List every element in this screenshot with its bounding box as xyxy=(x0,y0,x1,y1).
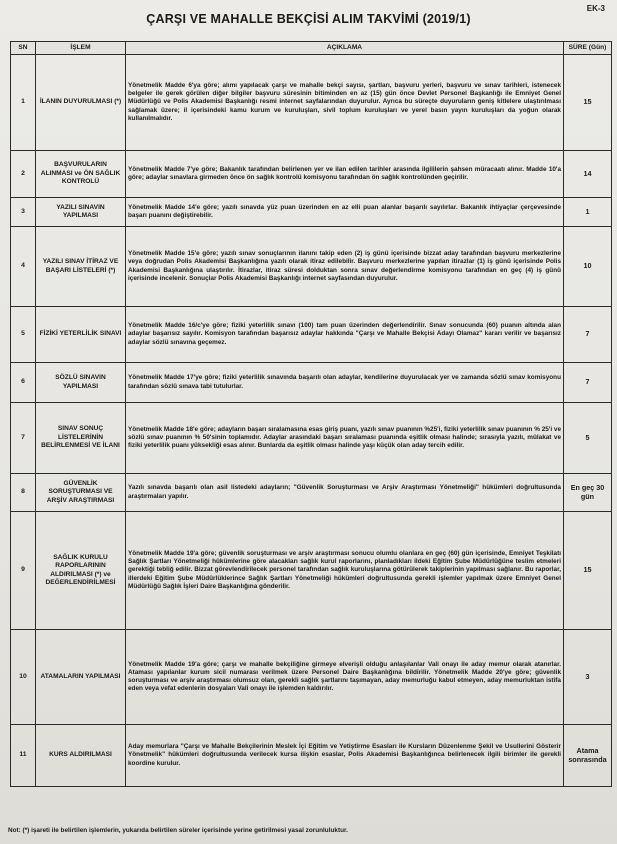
row-number: 9 xyxy=(11,512,36,630)
row-number: 10 xyxy=(11,630,36,725)
table-row xyxy=(11,307,612,363)
row-duration: 14 xyxy=(564,151,612,198)
row-number: 5 xyxy=(11,307,36,363)
row-operation: İLANIN DUYURULMASI (*) xyxy=(36,55,126,151)
row-number: 8 xyxy=(11,474,36,512)
schedule-table xyxy=(10,41,612,787)
page-title: ÇARŞI VE MAHALLE BEKÇİSİ ALIM TAKVİMİ (2019/1) xyxy=(146,12,471,26)
row-duration: 5 xyxy=(564,403,612,474)
table-row xyxy=(11,227,612,307)
row-number: 4 xyxy=(11,227,36,307)
row-operation: KURS ALDIRILMASI xyxy=(36,725,126,787)
column-header-description: AÇIKLAMA xyxy=(126,42,564,55)
row-description: Yönetmelik Madde 14'e göre; yazılı sınavda yüz puan üzerinden en az elli puan alanlar başarılı sayılırlar. Bakanlık ihtiyaçlar çerçevesinde başarı puanını değiştirebilir. xyxy=(126,198,564,227)
row-number: 7 xyxy=(11,403,36,474)
row-duration: Atama sonrasında xyxy=(564,725,612,787)
row-duration: En geç 30 gün xyxy=(564,474,612,512)
row-number: 3 xyxy=(11,198,36,227)
row-number: 6 xyxy=(11,363,36,403)
row-duration: 10 xyxy=(564,227,612,307)
row-description: Yönetmelik Madde 19'a göre; güvenlik soruşturması ve arşiv araştırması sonucu olumlu olanlara en geç (60) gün içerisinde, Emniyet Teşkilatı Sağlık Şartları Yönetmeliği hükümlerine göre alacakları sağlık kurul raporlarını, planladıkları ildeki Eğitim Şube Müdürlüğüne teslim etmeleri gerektiği tebliğ edilir. Bizzat görevlendirilecek personel tarafından sağlık kuruluşlarına götürülerek takiplerinin yapılması sağlanır. Bu raporlar, illerdeki Eğitim Şube Müdürlüklerince Sağlık Şartları Yönetmeliği hükümleri doğrultusunda gerekli işlemler yapılmak üzere Emniyet Genel Müdürlüğü Sağlık İşleri Daire Başkanlığına gönderilir. xyxy=(126,512,564,630)
row-operation: BAŞVURULARIN ALINMASI ve ÖN SAĞLIK KONTROLÜ xyxy=(36,151,126,198)
table-row xyxy=(11,363,612,403)
row-number: 2 xyxy=(11,151,36,198)
table-row xyxy=(11,630,612,725)
row-duration: 3 xyxy=(564,630,612,725)
row-operation: FİZİKİ YETERLİLİK SINAVI xyxy=(36,307,126,363)
row-operation: YAZILI SINAV İTİRAZ VE BAŞARI LİSTELERİ (*) xyxy=(36,227,126,307)
row-description: Aday memurlara "Çarşı ve Mahalle Bekçilerinin Meslek İçi Eğitim ve Yetiştirme Esasları ile Kursların Düzenlenme Şekil ve Usullerini Gösterir Yönetmelik" hükümleri doğrultusunda verilecek kursa ilişkin esaslar, Polis Akademisi Başkanlığınca belirlenecek ilgili birimler ile gerekli koordine kurulur. xyxy=(126,725,564,787)
row-operation: SÖZLÜ SINAVIN YAPILMASI xyxy=(36,363,126,403)
annex-label: EK-3 xyxy=(586,4,605,13)
row-operation: SINAV SONUÇ LİSTELERİNİN BELİRLENMESİ VE İLANI xyxy=(36,403,126,474)
row-description: Yönetmelik Madde 6'ya göre; alımı yapılacak çarşı ve mahalle bekçi sayısı, şartları, başvuru yerleri, başvuru ve sınav tarihleri, istenecek belgeler ile gerek görülen diğer bilgiler başvuru süresinin bitiminden en az (15) gün önce Devlet Personel Başkanlığı ile Emniyet Genel Müdürlüğü ve Polis Akademisi Başkanlığı resmi internet sayfalarından duyurulur. Ayrıca bu süreçte duyuruların geniş kitlelere ulaştırılması sağlamak üzere; il içerisindeki kamu kurum ve kuruluşları, sivil toplum kuruluşları ve yerel basın yayın kuruluşları da yoğun olarak kullanılmalıdır. xyxy=(126,55,564,151)
table-row xyxy=(11,198,612,227)
row-operation: SAĞLIK KURULU RAPORLARININ ALDIRILMASI (*) ve DEĞERLENDİRİLMESİ xyxy=(36,512,126,630)
table-header-row xyxy=(11,42,612,55)
table-row xyxy=(11,151,612,198)
row-duration: 7 xyxy=(564,363,612,403)
row-duration: 15 xyxy=(564,512,612,630)
row-description: Yönetmelik Madde 17'ye göre; fiziki yeterlilik sınavında başarılı olan adaylar, kendilerine duyurulacak yer ve zamanda sözlü sınav komisyonu tarafından sözlü sınava tabi tutulurlar. xyxy=(126,363,564,403)
row-duration: 1 xyxy=(564,198,612,227)
row-description: Yönetmelik Madde 15'e göre; yazılı sınav sonuçlarının ilanını takip eden (2) iş günü içerisinde bizzat aday tarafından başvuru merkezlerine veya doğrudan Polis Akademisi Başkanlığına yazılı olarak itiraz edilebilir. Başvuru merkezlerine yapılan itirazlar (1) iş günü içerisinde Polis Akademisi Başkanlığına ulaştırılır. İtirazlar, itiraz süresi dolduktan sonra sınav değerlendirme komisyonu tarafından en geç (4) iş günü içerisinde incelenir. Sonuçlar Polis Akademisi Başkanlığı internet sayfasından duyurulur. xyxy=(126,227,564,307)
column-header-duration: SÜRE (Gün) xyxy=(564,42,612,55)
row-operation: GÜVENLİK SORUŞTURMASI VE ARŞİV ARAŞTIRMASI xyxy=(36,474,126,512)
row-description: Yönetmelik Madde 16/c'ye göre; fiziki yeterlilik sınavı (100) tam puan üzerinden değerlendirilir. Sınav sonucunda (60) puanın altında alan adaylar başarısız sayılır. Komisyon tarafından başarısız adaylar hakkında "Çarşı ve Mahalle Bekçisi Adayı Olamaz" kararı verilir ve başarısız adaylar sözlü sınavına geçemez. xyxy=(126,307,564,363)
row-description: Yönetmelik Madde 19'a göre; çarşı ve mahalle bekçiliğine girmeye elverişli olduğu anlaşılanlar Vali onayı ile aday memur olarak atanırlar. Ataması yapılanlar kurum sicil numarası verilmek üzere Personel Daire Başkanlığına bildirilir. Yönetmelik Madde 20'ye göre; güvenlik soruşturması ve arşiv araştırması olumsuz olan, gerekli sağlık şartlarını taşımayan, aday memurluğu kabul etmeyen, aday memurluktan istifa eden veya vefat edenlerin dosyaları Vali onayı ile işlemden kaldırılır. xyxy=(126,630,564,725)
table-row xyxy=(11,403,612,474)
column-header-operation: İŞLEM xyxy=(36,42,126,55)
row-number: 1 xyxy=(11,55,36,151)
row-duration: 7 xyxy=(564,307,612,363)
row-operation: YAZILI SINAVIN YAPILMASI xyxy=(36,198,126,227)
table-row xyxy=(11,512,612,630)
column-header-sn: SN xyxy=(11,42,36,55)
footnote: Not: (*) işareti ile belirtilen işlemlerin, yukarıda belirtilen süreler içerisinde yerine getirilmesi yasal zorunluluktur. xyxy=(8,827,348,834)
row-operation: ATAMALARIN YAPILMASI xyxy=(36,630,126,725)
table-row xyxy=(11,725,612,787)
row-description: Yönetmelik Madde 18'e göre; adayların başarı sıralamasına esas giriş puanı, yazılı sınav puanının %25'i, fiziki yeterlilik sınav puanının % 25'i ve sözlü sınav puanının % 50'sinin toplamıdır. Adaylar arasındaki başarı sıralaması puanında eşitlik olması halinde; sırasıyla yazılı, mülakat ve fiziki yeterlilik puanı yüksekliği esas alınır. Bunlarda da eşitlik olması halinde yaşı küçük olan aday tercih edilir. xyxy=(126,403,564,474)
table-row xyxy=(11,55,612,151)
row-number: 11 xyxy=(11,725,36,787)
row-description: Yönetmelik Madde 7'ye göre; Bakanlık tarafından belirlenen yer ve ilan edilen tarihler arasında ilgililerin şahsen müracaatı alınır. Madde 10'a göre; adaylar sınavlara girmeden önce ön sağlık kontrolü komisyonu tarafından ön sağlık kontrolünden geçirilir. xyxy=(126,151,564,198)
row-duration: 15 xyxy=(564,55,612,151)
table-row xyxy=(11,474,612,512)
row-description: Yazılı sınavda başarılı olan asil listedeki adayların; "Güvenlik Soruşturması ve Arşiv Araştırması Yönetmeliği" hükümleri doğrultusunda araştırmaları yapılır. xyxy=(126,474,564,512)
